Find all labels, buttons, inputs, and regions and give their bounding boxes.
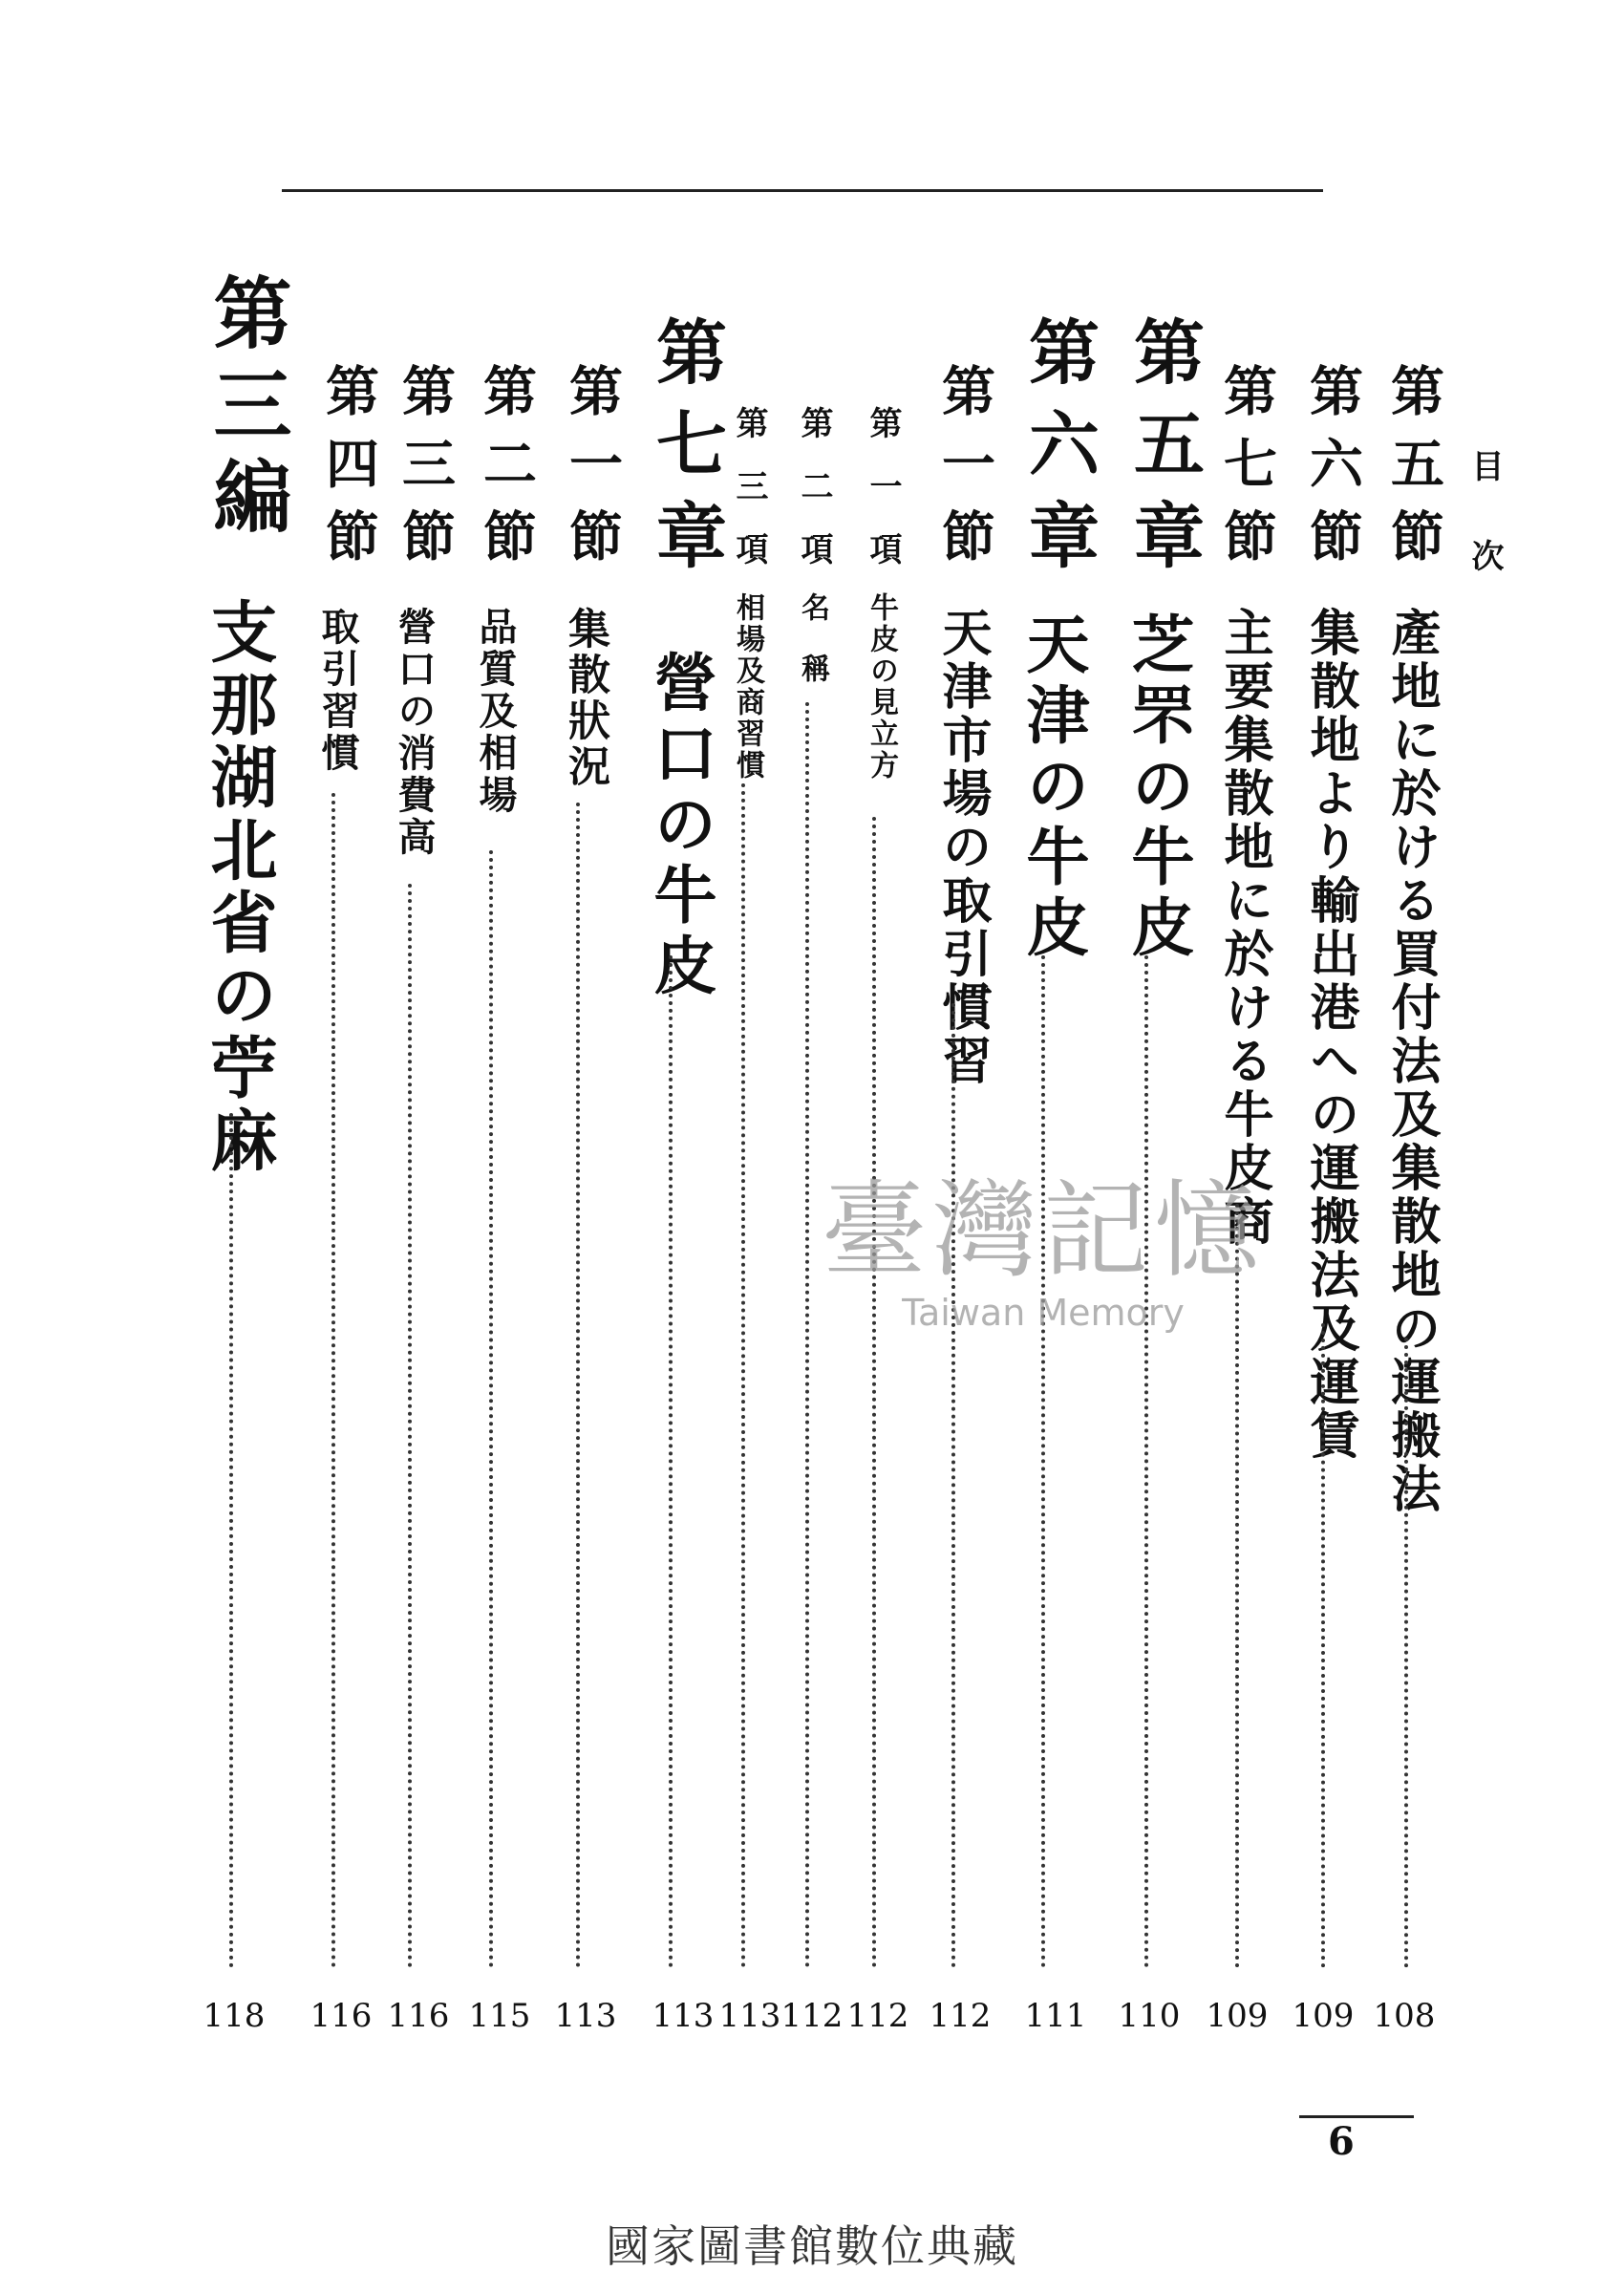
leader-dots [872,817,880,1968]
entry-title: 產地に於ける買付法及集散地の運搬法 [1382,607,1441,1516]
entry-label: 第二節 [475,363,538,581]
entry-label: 第五章 [1122,315,1205,590]
leader-dots [1404,1338,1412,1968]
entry-label: 第一節 [933,363,996,581]
library-credit: 國家圖書館數位典藏 [606,2220,1018,2272]
footer-rule [1299,2115,1414,2118]
entry-page: 112 [846,1997,909,2035]
entry-label: 第六節 [1301,363,1364,581]
entry-page: 113 [718,1997,781,2035]
entry-page: 112 [780,1997,844,2035]
entry-page: 111 [1024,1997,1087,2035]
entry-page: 109 [1206,1997,1269,2035]
entry-label: 第三節 [394,363,457,581]
leader-dots [1041,955,1049,1968]
leader-dots [229,1113,237,1968]
watermark-logo [822,1146,1265,1334]
entry-title: 營口の牛皮 [643,650,717,1003]
entry-page: 115 [468,1997,531,2035]
entry-label: 第一項 [864,406,902,595]
entry-title: 天津の牛皮 [1015,611,1090,965]
entry-title: 主要集散地に於ける牛皮商 [1215,607,1273,1249]
watermark-english: Taiwan Memory [902,1292,1185,1334]
entry-page: 116 [310,1997,373,2035]
entry-page: 110 [1118,1997,1181,2035]
entry-label: 第七章 [645,315,727,590]
entry-title: 相場及商習慣 [731,592,764,782]
entry-label: 第三項 [730,406,768,595]
watermark-chinese: 臺灣記憶 [822,1169,1265,1292]
entry-title: 牛皮の見立方 [865,592,898,782]
header-title: 目次 [1465,449,1504,629]
leader-dots [408,884,416,1968]
entry-title: 支那湖北省の苧麻 [200,597,279,1178]
leader-dots [331,793,339,1968]
entry-label: 第七節 [1215,363,1278,581]
entry-title: 集散地より輸出港への運搬法及運賃 [1301,607,1359,1463]
entry-title: 名稱 [796,592,829,715]
leader-dots [741,783,749,1968]
entry-page: 109 [1292,1997,1355,2035]
entry-title: 品質及相場 [473,607,518,817]
entry-title: 營口の消費高 [392,607,437,859]
entry-label: 第一節 [561,363,624,581]
entry-label: 第三編 [201,272,292,547]
entry-page: 118 [203,1997,266,2035]
entry-label: 第四節 [317,363,380,581]
entry-label: 第六章 [1017,315,1100,590]
entry-title: 天津市場の取引慣習 [933,607,992,1088]
leader-dots [669,955,676,1968]
entry-page: 113 [554,1997,617,2035]
entry-title: 取引習慣 [315,607,360,775]
entry-label: 第二項 [795,406,833,595]
top-rule [282,189,1323,192]
entry-page: 113 [652,1997,715,2035]
leader-dots [805,702,813,1968]
entry-label: 第五節 [1382,363,1445,581]
entry-page: 116 [387,1997,450,2035]
entry-page: 112 [929,1997,992,2035]
leader-dots [1321,1323,1329,1968]
page-number: 6 [1328,2119,1355,2164]
leader-dots [1144,955,1152,1968]
leader-dots [576,803,584,1968]
leader-dots [489,850,497,1968]
entry-title: 芝罘の牛皮 [1121,611,1195,965]
entry-title: 集散狀況 [561,607,609,790]
entry-page: 108 [1373,1997,1436,2035]
